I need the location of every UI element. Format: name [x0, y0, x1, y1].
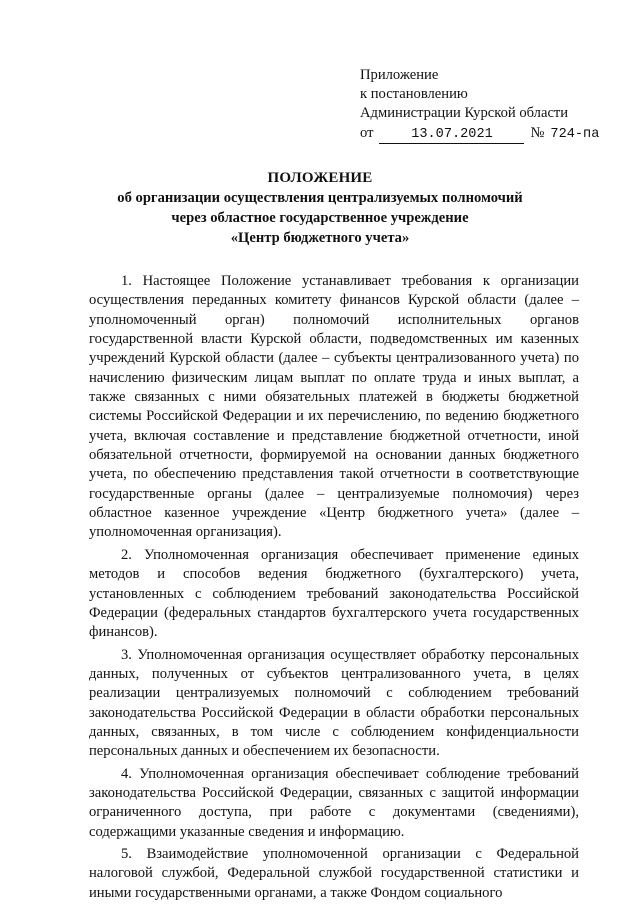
resolution-number: 724-па [550, 126, 600, 142]
title-line-3: «Центр бюджетного учета» [230, 230, 410, 246]
number-label: № [530, 124, 545, 141]
appendix-line-1: Приложение [360, 67, 439, 83]
appendix-date-line [360, 124, 620, 144]
from-label: от [360, 124, 374, 141]
paragraph-2: 2. Уполномоченная организация обеспечивает применение единых методов и способов ведения бюджетного (бухгалтерского) учета, установленных с соблюдением требований законодательства Российской Федерации (федеральных стандартов бухгалтерского учета государственных финансов). [89, 546, 579, 641]
document-body [89, 272, 579, 903]
paragraph-4: 4. Уполномоченная организация обеспечивает соблюдение требований законодательства Российской Федерации, связанных с защитой информации ограниченного доступа, при работе с документами (сведениями), содержащими указанные сведения и информацию. [89, 765, 579, 840]
title-main: ПОЛОЖЕНИЕ [267, 170, 373, 186]
appendix-line-2: к постановлению [360, 86, 468, 103]
document-title [90, 168, 550, 248]
paragraph-3: 3. Уполномоченная организация осуществляет обработку персональных данных, полученных от субъектов централизованного учета, в целях реализации централизуемых полномочий с соблюдением требований законодательства Российской Федерации в области обработки персональных данных, связанных, в том числе с соблюдением конфиденциальности персональных данных и обеспечением их безопасности. [89, 646, 579, 760]
resolution-date: 13.07.2021 [379, 127, 524, 144]
paragraph-1: 1. Настоящее Положение устанавливает требования к организации осуществления переданных комитету финансов Курской области (далее – уполномоченный орган) полномочий исполнительных органов государственной власти Курской области, подведомственных им казенных учреждений Курской области (далее – субъекты централизованного учета) по начислению физическим лицам выплат по оплате труда и иных выплат, а также связанных с ними обязательных платежей в бюджеты бюджетной системы Российской Федерации и их перечислению, по ведению бюджетного учета, включая составление и представление бюджетной отчетности, иной обязательной отчетности, формируемой на основании данных бюджетного учета, по обеспечению представления такой отчетности в соответствующие государственные органы (далее – централизуемые полномочия) через областное казенное учреждение «Центр бюджетного учета» (далее – уполномоченная организация). [89, 273, 579, 541]
appendix-block [360, 66, 620, 144]
title-line-2: через областное государственное учреждение [171, 210, 469, 226]
appendix-line-3: Администрации Курской области [360, 105, 569, 122]
paragraph-5: 5. Взаимодействие уполномоченной организации с Федеральной налоговой службой, Федеральной службой государственной статистики и иными государственными органами, а также Фондом социального [89, 845, 579, 901]
title-line-1: об организации осуществления централизуемых полномочий [117, 190, 523, 206]
